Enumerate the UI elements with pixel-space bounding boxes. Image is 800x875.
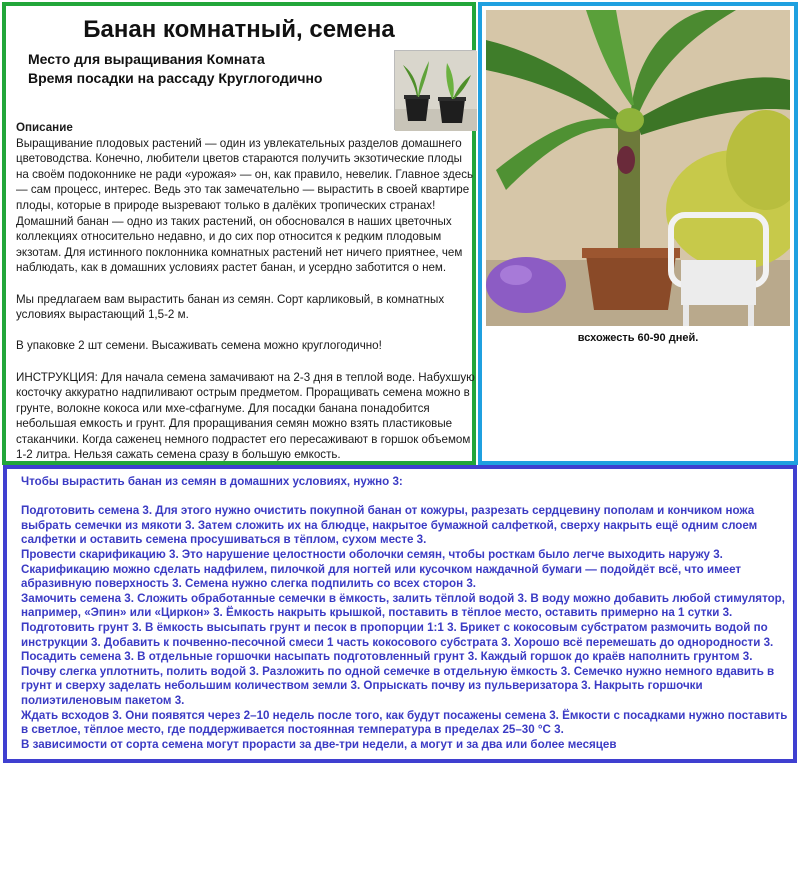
instruction-step: Подготовить семена 3. Для этого нужно очистить покупной банан от кожуры, разрезать сердцевину пополам и кончиком ножа выбрать семечки из мякоти 3. Затем сложить их на блюдце, накрытое бумажной салфеткой, сверху накрыть ещё одним слоем салфетки и оставить семена просушиваться в тёплом, сухом месте 3. <box>21 504 758 547</box>
banana-plant-photo <box>486 10 790 326</box>
instruction-step: Подготовить грунт 3. В ёмкость высыпать грунт и песок в пропорции 1:1 3. Брикет с кокосовым субстратом размочить водой по инструкции 3. Добавить к почвенно-песочной смеси 1 часть кокосового субстрата 3. Хорошо всё перемешать до однородности 3. <box>21 620 774 649</box>
growing-instructions-panel <box>3 465 797 763</box>
instruction-step: Замочить семена 3. Сложить обработанные семечки в ёмкость, залить тёплой водой 3. В воду можно добавить любой стимулятор, например, «Эпин» или «Циркон» 3. Ёмкость накрыть крышкой, поставить в тёплое место, оставить примерно на 1 сутки 3. <box>21 591 785 620</box>
seedling-photo <box>394 50 476 130</box>
instruction-step: Провести скарификацию 3. Это нарушение целостности оболочки семян, чтобы росткам было легче выходить наружу 3. Скарификацию можно сделать надфилем, пилочкой для ногтей или кусочком наждачной бумаги — подойдёт всё, что имеет абразивную поверхность 3. Семена нужно слегка подпилить со всех сторон 3. <box>21 547 742 591</box>
instruction-step: Посадить семена 3. В отдельные горшочки насыпать подготовленный грунт 3. Каждый горшок до краёв наполнить грунтом 3. Почву слегка уплотнить, полить водой 3. Разложить по одной семечке в отдельную ёмкость 3. Семечко нужно немного вдавить в грунт и сверху заделать небольшим количеством земли 3. Опрыскать почву из пульверизатора 3. Накрыть горшочки полиэтиленовым пакетом 3. <box>21 650 775 707</box>
instruction-step: В зависимости от сорта семена могут прорасти за две-три недели, а могут и за два или более месяцев <box>21 737 617 751</box>
product-title: Банан комнатный, семена <box>83 16 395 43</box>
description-heading: Описание <box>16 121 73 134</box>
product-meta <box>28 50 322 88</box>
instruction-step: Ждать всходов 3. Они появятся через 2–10 недель после того, как будут посажены семена 3. Ёмкости с посадками нужно поставить в светлое, тёплое место, где поддерживается постоянная температура в пределах 25–30 °С 3. <box>21 708 788 737</box>
product-description-panel <box>2 2 476 465</box>
description-paragraph: Выращивание плодовых растений — один из увлекательных разделов домашнего цветоводства. Конечно, любители цветов стараются получить экзотические плоды на своём подоконнике не ради «урожая» — он, как правило, невелик. Главное здесь — сам процесс, интерес. Ведь это так замечательно — вырастить в своей квартире плоды, которые в природе вызревают только в далёких тропических странах! Домашний банан — одно из таких растений, он обосновался в наших цветочных коллекциях относительно недавно, и до сих пор относится к редким плодовым экзотам. Для истинного поклонника комнатных растений нет ничего приятнее, чем наблюдать, как в домашних условиях растет банан, и усердно заботится о нем. <box>16 136 474 275</box>
instructions-intro: Чтобы вырастить банан из семян в домашних условиях, нужно 3: <box>21 475 403 488</box>
instructions-text <box>21 475 789 752</box>
planting-time-label: Время посадки на рассаду Круглогодично <box>28 70 323 86</box>
description-paragraph: ИНСТРУКЦИЯ: Для начала семена замачивают на 2-3 дня в теплой воде. Набухшую косточку аккуратно надпиливают острым предметом. Проращивать семена можно в грунте, волокне кокоса или мхе-сфагнуме. Для посадки банана понадобится небольшая емкость и грунт. Для проращивания семян можно взять пластиковые стаканчики. Когда саженец немного подрастет его пересаживают в горшок объемом 1-2 литра. Нельзя сажать семена сразу в большую емкость. <box>16 370 475 462</box>
description-paragraph: Мы предлагаем вам вырастить банан из семян. Сорт карликовый, в комнатных условиях вырастающий 1,5-2 м. <box>16 292 445 322</box>
germination-caption: всхожесть 60-90 дней. <box>577 332 699 344</box>
growing-place-label: Место для выращивания Комната <box>28 51 265 67</box>
description-paragraph: В упаковке 2 шт семени. Высаживать семена можно круглогодично! <box>16 339 382 353</box>
description-block <box>16 120 478 463</box>
photo-panel <box>478 2 798 465</box>
